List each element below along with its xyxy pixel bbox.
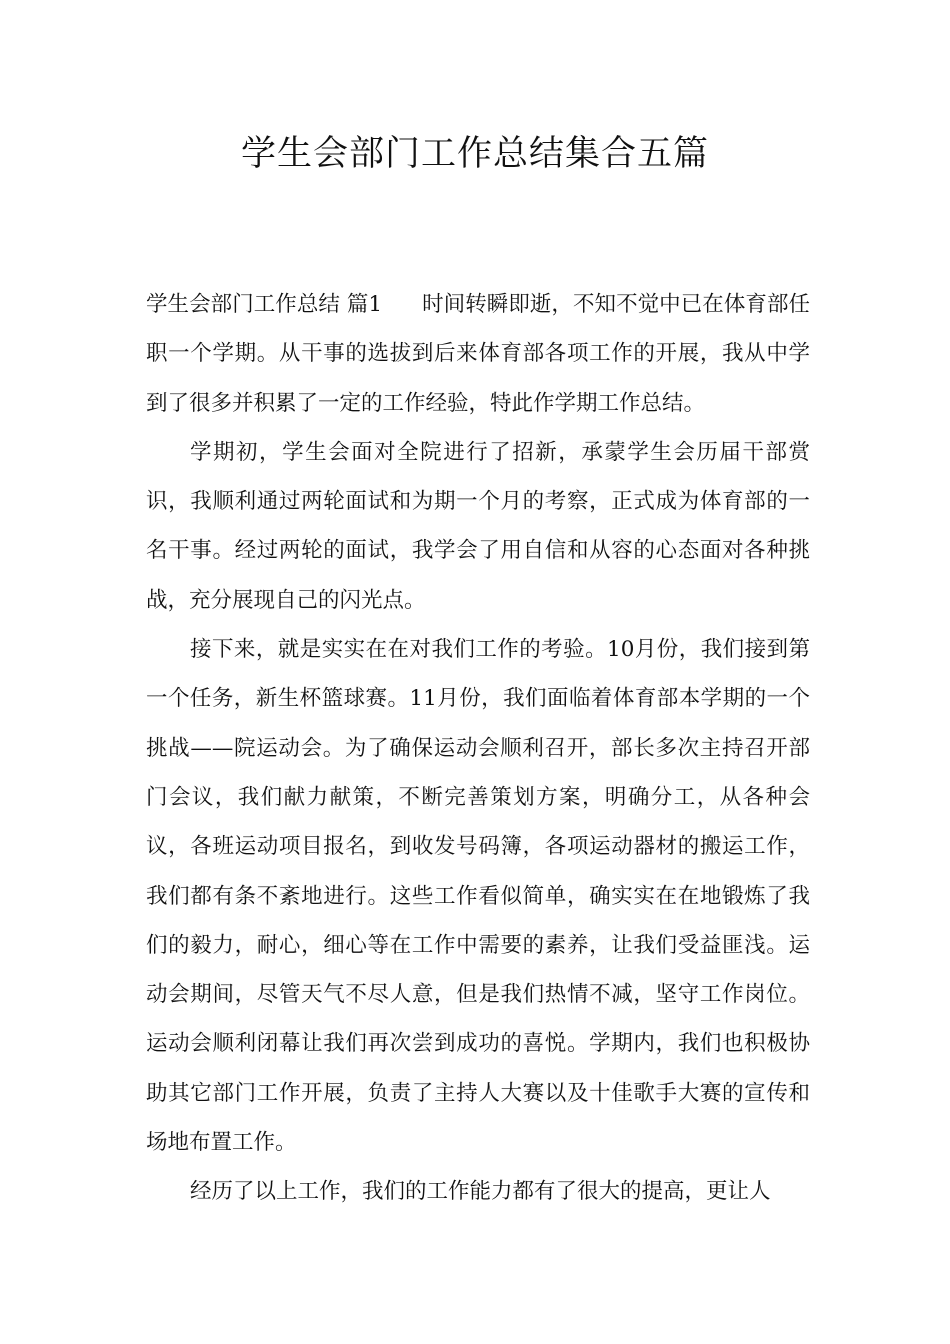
section-label: 学生会部门工作总结 篇1 bbox=[146, 292, 383, 317]
document-title: 学生会部门工作总结集合五篇 bbox=[240, 134, 709, 174]
document-body bbox=[146, 280, 810, 1217]
paragraph: 接下来，就是实实在在对我们工作的考验。10月份，我们接到第一个任务，新生杯篮球赛。11月份，我们面临着体育部本学期的一个挑战——院运动会。为了确保运动会顺利召开，部长多次主持召开部门会议，我们献力献策，不断完善策划方案，明确分工，从各种会议，各班运动项目报名，到收发号码簿，各项运动器材的搬运工作，我们都有条不紊地进行。这些工作看似简单，确实实在在地锻炼了我们的毅力，耐心，细心等在工作中需要的素养，让我们受益匪浅。运动会期间，尽管天气不尽人意，但是我们热情不减，坚守工作岗位。运动会顺利闭幕让我们再次尝到成功的喜悦。学期内，我们也积极协助其它部门工作开展，负责了主持人大赛以及十佳歌手大赛的宣传和场地布置工作。 bbox=[146, 637, 810, 1156]
paragraph: 学期初，学生会面对全院进行了招新，承蒙学生会历届干部赏识，我顺利通过两轮面试和为期一个月的考察，正式成为体育部的一名干事。经过两轮的面试，我学会了用自信和从容的心态面对各种挑战，充分展现自己的闪光点。 bbox=[146, 439, 810, 613]
paragraph-text: 时间转瞬即逝，不知不觉中已在体育部任职一个学期。从干事的选拔到后来体育部各项工作的开展，我从中学到了很多并积累了一定的工作经验，特此作学期工作总结。 bbox=[146, 292, 810, 416]
paragraph: 经历了以上工作，我们的工作能力都有了很大的提高，更让人 bbox=[190, 1179, 771, 1205]
paragraph-intro bbox=[146, 280, 810, 428]
